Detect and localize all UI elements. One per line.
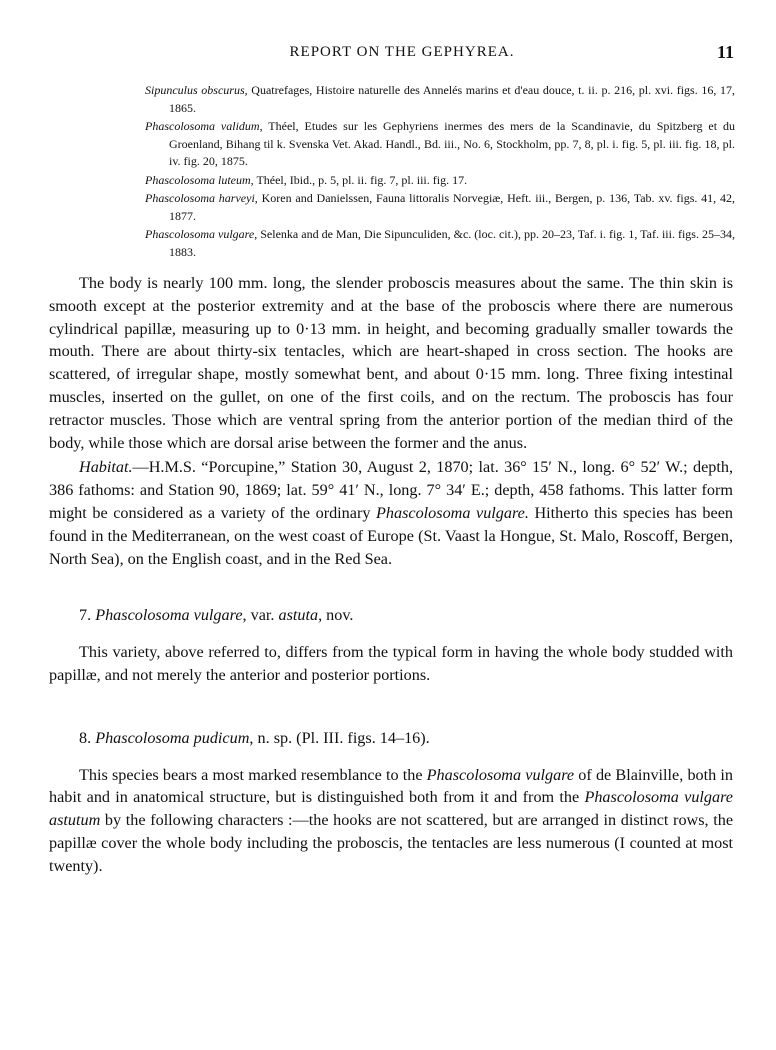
reference-item — [145, 172, 735, 190]
section-8-paragraph — [49, 764, 733, 878]
reference-item — [145, 226, 735, 261]
section-7-species: Phascolosoma vulgare — [95, 606, 243, 625]
section-8-text: This species bears a most marked resemblance to the — [79, 765, 427, 784]
reference-text: , Théel, Ibid., p. 5, pl. ii. fig. 7, pl. iii. fig. 17. — [250, 172, 468, 187]
section-7-variety: astuta — [278, 606, 319, 625]
reference-item — [145, 82, 735, 117]
section-8-text: of de Blainville, both in habit and in anatomical structure, but is distinguished both from it and from the — [49, 765, 733, 807]
running-title: REPORT ON THE GEPHYREA. — [289, 44, 515, 60]
reference-text: , Quatrefages, Histoire naturelle des Annelés marins et d'eau douce, t. ii. p. 216, pl. xvi. figs. 16, 17, 1865. — [169, 83, 736, 115]
habitat-species: Phascolosoma vulgare. — [376, 503, 529, 522]
habitat-label: Habitat. — [79, 458, 133, 477]
section-8-number: 8. — [79, 728, 92, 747]
section-8-text: by the following characters :—the hooks are not scattered, but are arranged in distinct rows, the papillæ cover the whole body including the proboscis, the tentacles are less numerous (I counted at most twenty). — [49, 811, 733, 875]
section-8-species-ref: Phascolosoma vulgare — [426, 765, 575, 784]
reference-text: , Théel, Etudes sur les Gephyriens inermes des mers de la Scandinavie, du Spitzberg et du Groenland, Bihang til k. Svenska Vet. Akad. Handl., Bd. iii., No. 6, Stockholm, pp. 7, 8, pl. i. fig. 5, pl. iii. fig. 18, pl. iv. fig. 20, 1875. — [169, 119, 736, 168]
reference-text: , Selenka and de Man, Die Sipunculiden, &c. (loc. cit.), pp. 20–23, Taf. i. fig. 1, Taf. iii. figs. 25–34, 1883. — [169, 227, 735, 259]
habitat-text-end: Hitherto this species has been found in the Mediterranean, on the west coast of Europe (St. Vaast la Hongue, St. Malo, Roscoff, Bergen, North Sea), on the English coast, and in the Red Sea. — [49, 503, 733, 568]
habitat-text: —H.M.S. “Porcupine,” Station 30, August 2, 1870; lat. 36° 15′ N., long. 6° 52′ W.; depth, 386 fathoms: and Station 90, 1869; lat. 59° 41′ N., long. 7° 34′ E.; depth, 458 fathoms. This latter form might be considered as a variety of the ordinary — [49, 458, 733, 522]
section-7-paragraph: This variety, above referred to, differs from the typical form in having the whole body studded with papillæ, and not merely the anterior and posterior portions. — [49, 643, 733, 684]
reference-species: Phascolosoma validum — [145, 119, 260, 133]
section-8-heading — [49, 727, 733, 750]
page-number: 11 — [716, 42, 734, 62]
page-header — [70, 44, 734, 68]
section-7-suffix: , nov. — [318, 606, 354, 625]
description-paragraph: The body is nearly 100 mm. long, the slender proboscis measures about the same. The thin skin is smooth except at the posterior extremity and at the base of the proboscis where there are numerous cylindrical papillæ, measuring up to 0·13 mm. in height, and becoming gradually smaller towards the mouth. There are about thirty-six tentacles, which are heart-shaped in cross section. The hooks are scattered, of irregular shape, mostly somewhat bent, and about 0·15 mm. long. Three fixing intestinal muscles, inserted on the gullet, on one of the first coils, and on the rectum. The proboscis has four retractor muscles. Those which are ventral spring from the anterior portion of the median third of the body, while those which are dorsal arise between the former and the anus. — [49, 274, 733, 452]
reference-species: Phascolosoma luteum — [145, 172, 251, 187]
section-8-species-ref: Phascolosoma vulgare astutum — [49, 788, 733, 830]
section-8-suffix: , n. sp. (Pl. III. figs. 14–16). — [249, 728, 430, 747]
reference-item — [145, 190, 735, 225]
synonymy-references — [145, 82, 735, 262]
reference-species: Phascolosoma harveyi — [145, 191, 255, 205]
main-text — [49, 272, 733, 878]
reference-text: , Koren and Danielssen, Fauna littoralis Norvegiæ, Heft. iii., Bergen, p. 136, Tab. xv. figs. 41, 42, 1877. — [169, 191, 735, 223]
section-8-species: Phascolosoma pudicum — [95, 728, 250, 747]
reference-species: Sipunculus obscurus — [145, 83, 245, 97]
section-7-heading — [49, 604, 733, 627]
reference-species: Phascolosoma vulgare — [145, 227, 255, 241]
section-7-var: , var. — [242, 606, 279, 625]
section-7-number: 7. — [79, 606, 92, 625]
reference-item — [145, 118, 735, 171]
habitat-paragraph — [49, 456, 733, 570]
